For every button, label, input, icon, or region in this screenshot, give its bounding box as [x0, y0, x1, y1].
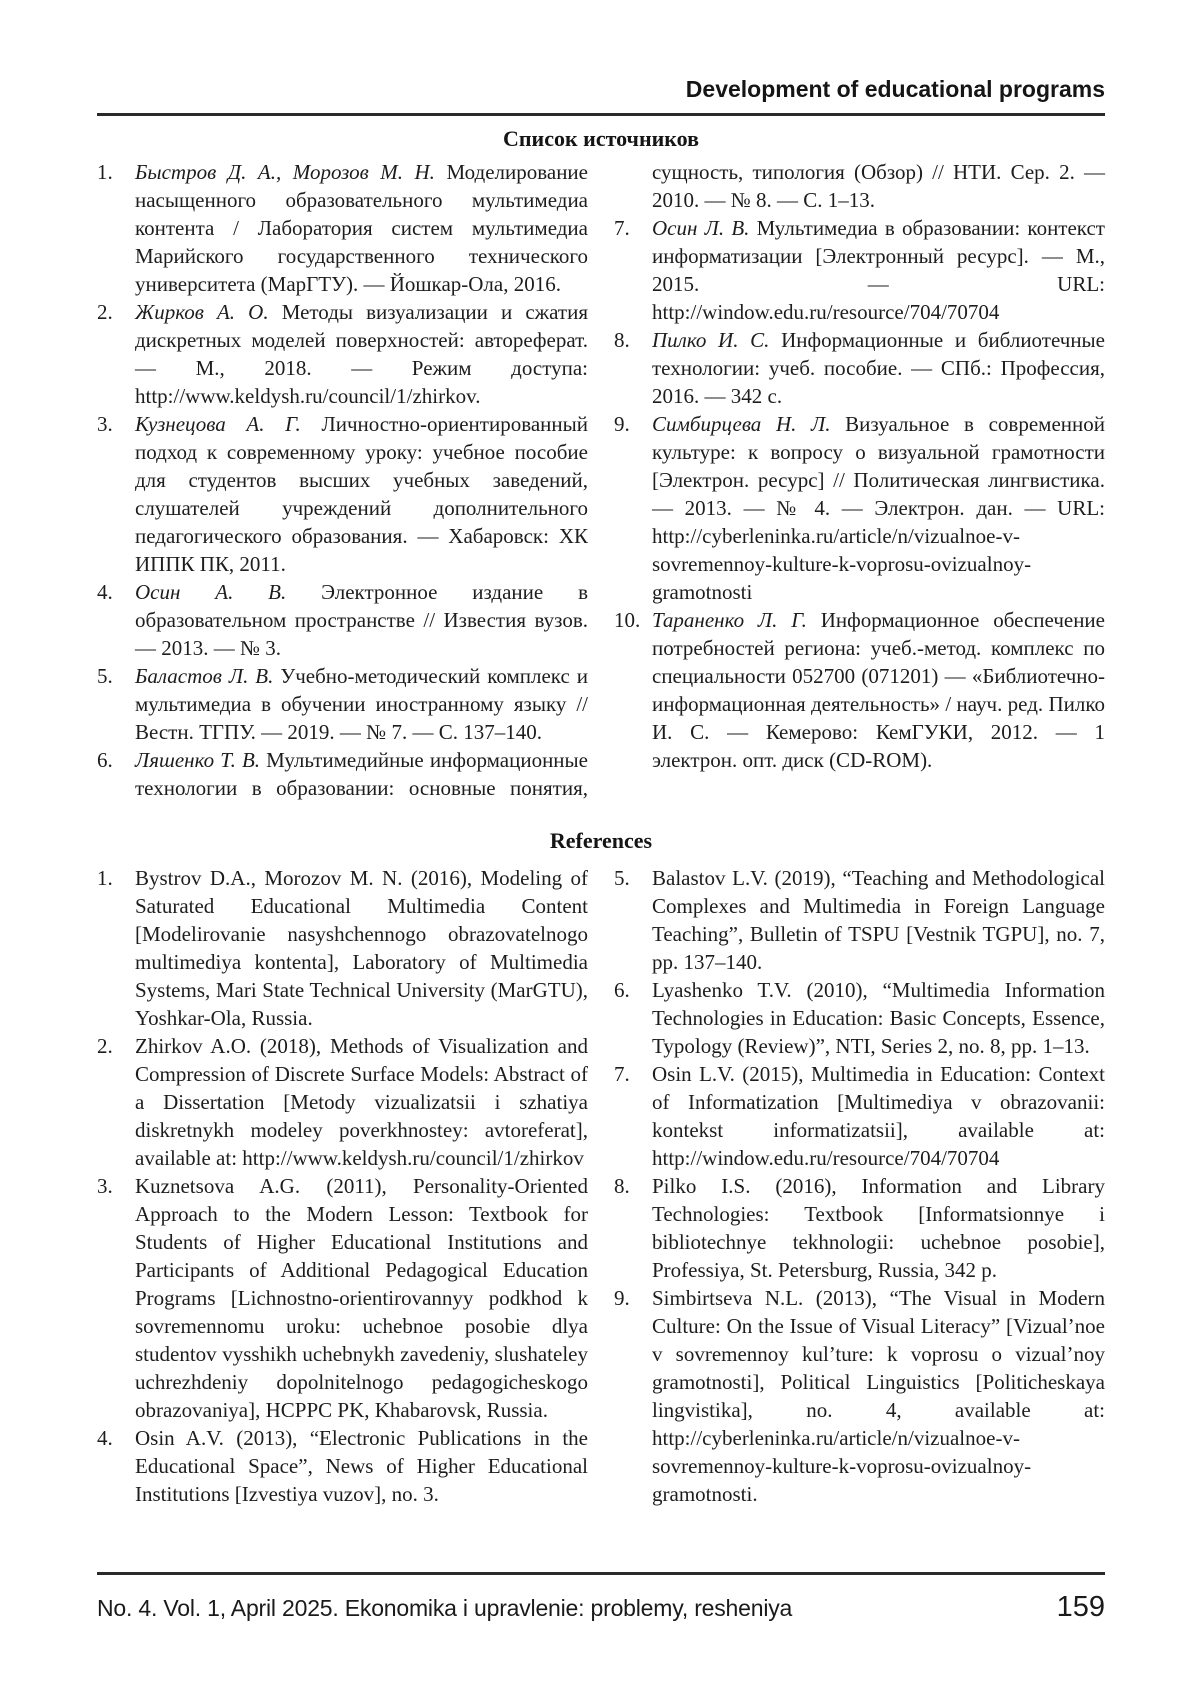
reference-item — [614, 214, 1105, 326]
reference-text: Методы визуализации и сжатия дискретных моделей поверхностей: автореферат. — М., 2018. — Режим доступа: http://www.keldysh.ru/council/1/zhirkov. — [135, 300, 589, 408]
reference-item — [97, 1172, 588, 1424]
reference-number: 7. — [614, 1062, 630, 1086]
reference-number: 10. — [614, 608, 641, 632]
reference-item — [97, 662, 588, 746]
reference-author: Тараненко Л. Г. — [652, 608, 821, 632]
header-rule — [97, 113, 1105, 116]
reference-author: Пилко И. С. — [652, 328, 782, 352]
reference-author: Жирков А. О. — [135, 300, 282, 324]
reference-item — [614, 864, 1105, 976]
journal-issue-line: No. 4. Vol. 1, April 2025. Ekonomika i upravlenie: problemy, resheniya — [97, 1595, 793, 1621]
reference-item — [97, 1032, 588, 1172]
reference-text: Kuznetsova A.G. (2011), Personality-Oriented Approach to the Modern Lesson: Textbook for Students of Higher Educational Institutions and Participants of Additional Pedagogical Education Programs [Lichnostno-orientirovannyy podkhod k sovremennomu uroku: uchebnoe posobie dlya studentov vysshikh uchebnykh zavedeniy, slushateley uchrezhdeniy dopolnitelnogo pedagogicheskogo obrazovaniya], HCPPC PK, Khabarovsk, Russia. — [135, 1174, 588, 1422]
reference-item — [97, 1424, 588, 1508]
reference-number: 3. — [97, 1174, 113, 1198]
reference-text: Bystrov D.A., Morozov M. N. (2016), Modeling of Saturated Educational Multimedia Content [Modelirovanie nasyshchennogo obrazovatelnogo multimediya kontenta], Laboratory of Multimedia Systems, Mari State Technical University (MarGTU), Yoshkar-Ola, Russia. — [135, 866, 588, 1030]
reference-item — [97, 298, 588, 410]
references-list — [97, 864, 1105, 1508]
reference-item — [97, 410, 588, 578]
reference-text: Мультимедиа в образовании: контекст информатизации [Электронный ресурс]. — М., 2015. — URL: http://window.edu.ru/resource/704/70704 — [652, 216, 1105, 324]
reference-number: 5. — [97, 664, 113, 688]
reference-number: 2. — [97, 300, 113, 324]
reference-text: Моделирование насыщенного образовательного мультимедиа контента / Лаборатория систем мультимедиа Марийского государственного технического университета (МарГТУ). — Йошкар-Ола, 2016. — [135, 160, 588, 296]
reference-item — [614, 1060, 1105, 1172]
reference-text: Pilko I.S. (2016), Information and Library Technologies: Textbook [Informatsionnye i bibliotechnye tekhnologii: uchebnoe posobie], Professiya, St. Petersburg, Russia, 342 p. — [652, 1174, 1105, 1282]
reference-text: Визуальное в современной культуре: к вопросу о визуальной грамотности [Электрон. ресурс] // Политическая лингвистика. — 2013. — № 4. — Электрон. дан. — URL: http://cyberleninka.ru/article/n/vizualnoe-v-sovremennoy-kulture-k-voprosu-ovizualnoy-gramotnosti — [652, 412, 1105, 604]
reference-text: Мультимедийные информационные технологии в образовании: основные понятия, сущность, типология (Обзор) // НТИ. Сер. 2. — 2010. — № 8. — С. 1–13. — [135, 160, 1105, 800]
reference-number: 1. — [97, 160, 113, 184]
reference-text: Информационное обеспечение потребностей региона: учеб.-метод. комплекс по специальности 052700 (071201) — «Библиотечно-информационная деятельность» / науч. ред. Пилко И. С. — Кемерово: КемГУКИ, 2012. — 1 электрон. опт. диск (CD-ROM). — [652, 608, 1105, 772]
running-head: Development of educational programs — [685, 76, 1105, 102]
reference-author: Симбирцева Н. Л. — [652, 412, 846, 436]
reference-item — [97, 158, 588, 298]
footer-rule — [97, 1572, 1105, 1575]
reference-text: Учебно-методический комплекс и мультимедиа в обучении иностранному языку // Вестн. ТГПУ. — 2019. — № 7. — С. 137–140. — [135, 664, 588, 744]
reference-text: Zhirkov A.O. (2018), Methods of Visualization and Compression of Discrete Surface Models: Abstract of a Dissertation [Metody vizualizatsii i szhatiya diskretnykh modeley poverkhnostey: avtoreferat], available at: http://www.keldysh.ru/council/1/zhirkov — [135, 1034, 588, 1170]
reference-item — [97, 578, 588, 662]
reference-item — [614, 606, 1105, 774]
reference-number: 6. — [97, 748, 113, 772]
reference-item — [97, 864, 588, 1032]
reference-number: 9. — [614, 412, 630, 436]
reference-item — [614, 1284, 1105, 1508]
reference-author: Осин А. В. — [135, 580, 322, 604]
sources-heading: Список источников — [502, 126, 700, 151]
reference-text: Osin L.V. (2015), Multimedia in Education: Context of Informatization [Multimediya v obrazovanii: kontekst informatizatsii], available at: http://window.edu.ru/resource/704/70704 — [652, 1062, 1105, 1170]
reference-item — [614, 326, 1105, 410]
reference-number: 8. — [614, 328, 630, 352]
page-number: 159 — [1056, 1591, 1105, 1623]
reference-number: 8. — [614, 1174, 630, 1198]
reference-number: 1. — [97, 866, 113, 890]
reference-text: Информационные и библиотечные технологии: учеб. пособие. — СПб.: Профессия, 2016. — 342 с. — [652, 328, 1105, 408]
reference-text: Simbirtseva N.L. (2013), “The Visual in Modern Culture: On the Issue of Visual Literacy” [Vizual’noe v sovremennoy kul’ture: k voprosu o vizual’noy gramotnosti], Political Linguistics [Politicheskaya lingvistika], no. 4, available at: http://cyberleninka.ru/article/n/vizualnoe-v-sovremennoy-kulture-k-voprosu-ovizualnoy-gramotnosti. — [652, 1286, 1105, 1506]
reference-item — [614, 410, 1105, 606]
reference-author: Кузнецова А. Г. — [135, 412, 322, 436]
reference-item — [614, 1172, 1105, 1284]
reference-number: 7. — [614, 216, 630, 240]
reference-number: 2. — [97, 1034, 113, 1058]
footer-row — [97, 1591, 1105, 1624]
reference-number: 3. — [97, 412, 113, 436]
reference-author: Осин Л. В. — [652, 216, 757, 240]
reference-author: Ляшенко Т. В. — [135, 748, 267, 772]
reference-item — [614, 976, 1105, 1060]
references-heading: References — [549, 828, 653, 853]
reference-number: 6. — [614, 978, 630, 1002]
page-footer — [97, 1572, 1105, 1624]
reference-number: 5. — [614, 866, 630, 890]
reference-text: Osin A.V. (2013), “Electronic Publications in the Educational Space”, News of Higher Educational Institutions [Izvestiya vuzov], no. 3. — [135, 1426, 588, 1506]
reference-author: Быстров Д. А., Морозов М. Н. — [135, 160, 447, 184]
reference-number: 9. — [614, 1286, 630, 1310]
sources-list — [97, 158, 1105, 802]
reference-text: Электронное издание в образовательном пространстве // Известия вузов. — 2013. — № 3. — [135, 580, 588, 660]
reference-number: 4. — [97, 1426, 113, 1450]
reference-text: Личностно-ориентированный подход к современному уроку: учебное пособие для студентов высших учебных заведений, слушателей учреждений дополнительного педагогического образования. — Хабаровск: ХК ИППК ПК, 2011. — [135, 412, 588, 576]
reference-author: Баластов Л. В. — [135, 664, 281, 688]
reference-text: Balastov L.V. (2019), “Teaching and Methodological Complexes and Multimedia in Foreign Language Teaching”, Bulletin of TSPU [Vestnik TGPU], no. 7, pp. 137–140. — [652, 866, 1105, 974]
reference-text: Lyashenko T.V. (2010), “Multimedia Information Technologies in Education: Basic Concepts, Essence, Typology (Review)”, NTI, Series 2, no. 8, pp. 1–13. — [652, 978, 1105, 1058]
reference-number: 4. — [97, 580, 113, 604]
